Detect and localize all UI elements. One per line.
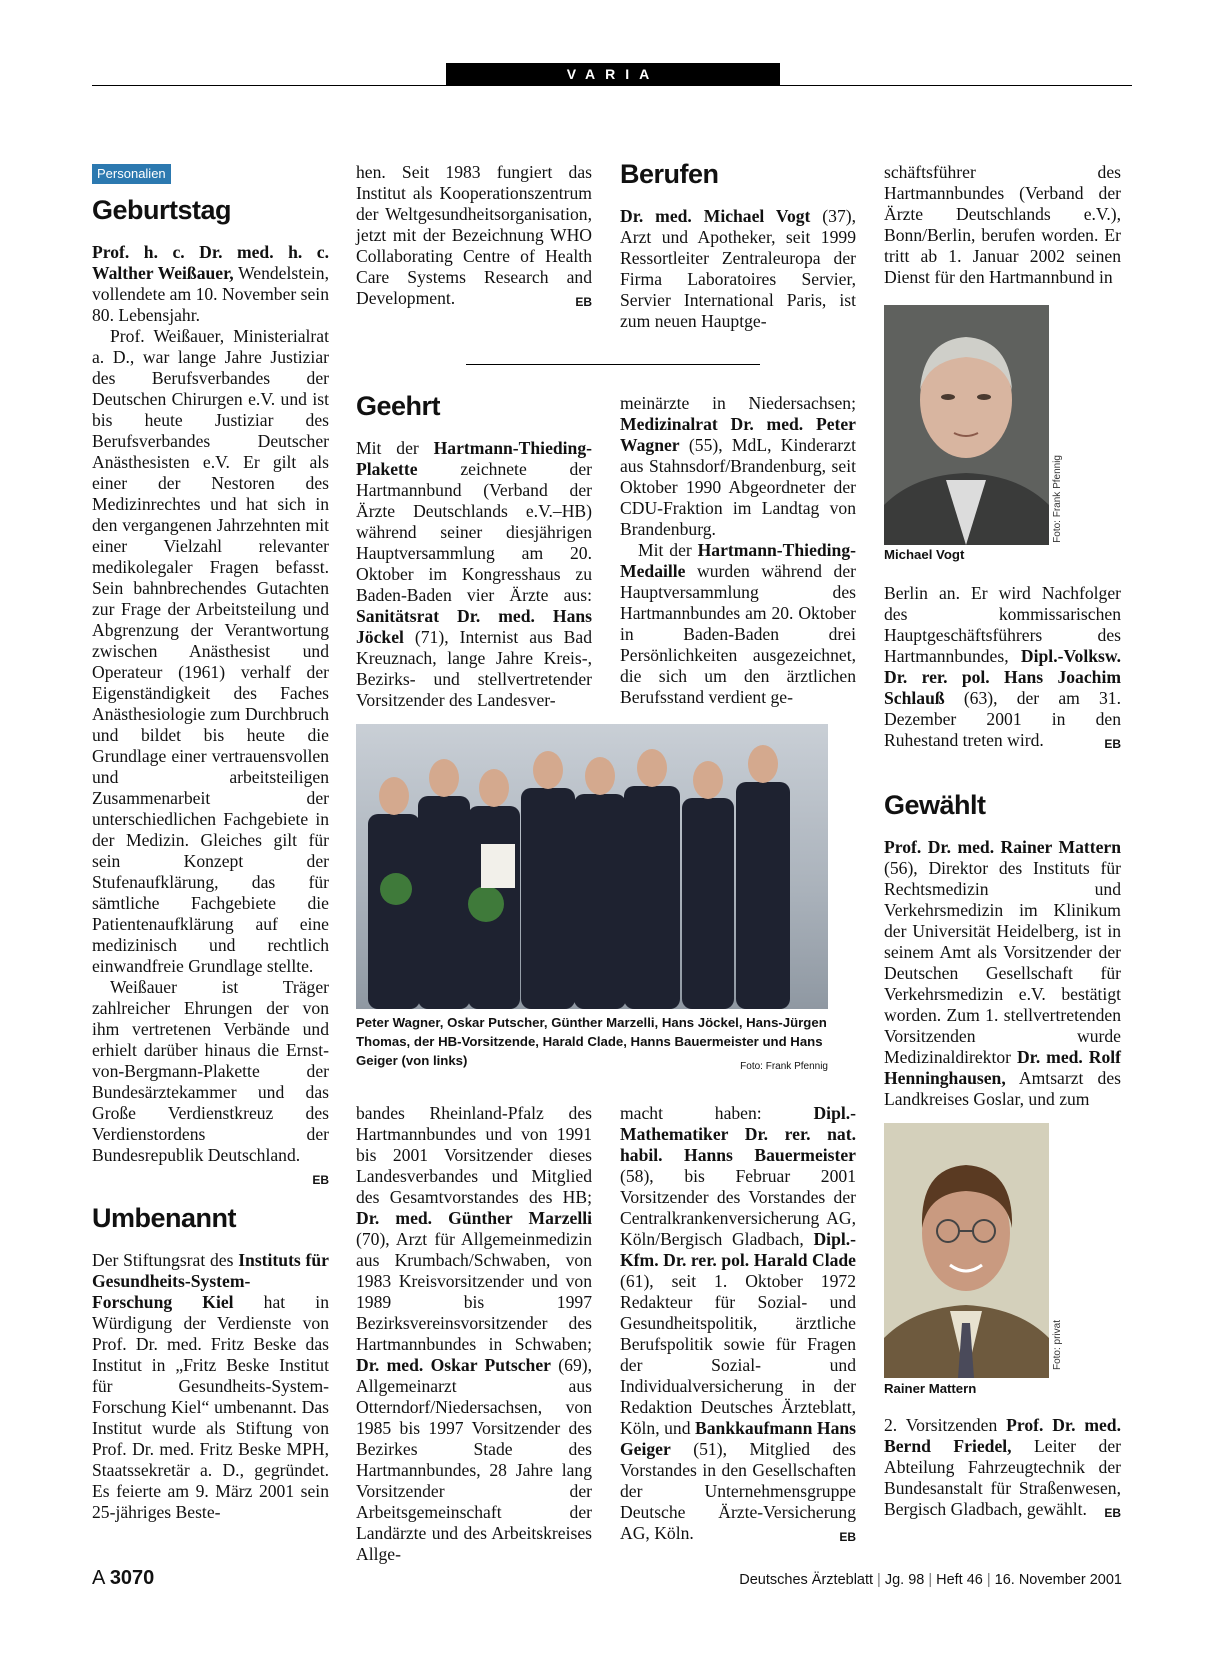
header-rule bbox=[92, 85, 1132, 86]
author-sig: EB bbox=[1104, 737, 1121, 751]
paragraph: Mit der Hartmann-Thieding-Medaille wurden während der Hauptversammlung des Hartmannbundes am 20. Oktober in Baden-Baden drei Persönlichkeiten ausgezeichnet, die sich um den ärztlichen Berufsstand verdient ge- bbox=[620, 540, 856, 707]
heading-geehrt: Geehrt bbox=[356, 391, 441, 421]
heading-berufen: Berufen bbox=[620, 159, 719, 189]
page-number: A 3070 bbox=[92, 1567, 155, 1589]
geehrt-column-b bbox=[620, 393, 856, 708]
paragraph: Prof. Weißauer, Ministerialrat a. D., war lange Jahre Justiziar des Berufsverbandes der Deutschen Chirurgen e.V. und ist bis heute Justiziar des Berufsverbandes Deutscher Anästhesisten e.V. Er gilt als einer der Nestoren des Medizinrechtes und hat sich in den vergangenen Jahrzehnten mit einer Vielzahl relevanter medikolegaler Fragen befasst. Sein bahnbrechendes Gutachten zur Frage der Arbeitsteilung und Abgrenzung der Verantwortung zwischen Anästhesist und Operateur (1961) verhalf der Eigenständigkeit des Faches Anästhesiologie zum Durchbruch und bildet bis heute die Grundlage einer vertrauensvollen und arbeitsteiligen Zusammenarbeit der unterschiedlichen Fachgebiete in der Medizin. Gleiches gilt für sein Konzept der Stufenaufklärung, das für sämtliche Fachgebiete die Patientenaufklärung auf eine medizinisch und rechtlich einwandfreie Grundlage stellte. bbox=[92, 326, 329, 976]
photo-caption: Rainer Mattern bbox=[884, 1381, 977, 1396]
paragraph: Weißauer ist Träger zahlreicher Ehrungen der von ihm vertretenen Verbände und erhielt darüber hinaus die Ernst-von-Bergmann-Plakette der Bundesärztekammer und das Große Verdienstkreuz des Verdienstordens der Bundesrepublik Deutschland. EB bbox=[92, 977, 329, 1166]
heading-geburtstag: Geburtstag bbox=[92, 195, 232, 225]
photo-credit: Foto: Frank Pfennig bbox=[740, 1061, 828, 1072]
footer-citation: Deutsches Ärzteblatt | Jg. 98 | Heft 46 | 16. November 2001 bbox=[739, 1572, 1122, 1588]
heading-umbenannt: Umbenannt bbox=[92, 1203, 236, 1233]
column-4-bottom bbox=[884, 1415, 1121, 1524]
column-2-top bbox=[356, 162, 592, 313]
paragraph: Der Stiftungsrat des Instituts für Gesundheits-System-Forschung Kiel hat in Würdigung der Verdienste von Prof. Dr. med. Fritz Beske das Institut in „Fritz Beske Institut für Gesundheits-System-Forschung Kiel“ umbenannt. Das Institut wurde als Stiftung von Prof. Dr. med. Fritz Beske MPH, Staatssekretär a. D., gegründet. Es feierte am 9. März 2001 sein 25-jähriges Beste- bbox=[92, 1250, 329, 1522]
paragraph: Dr. med. Michael Vogt (37), Arzt und Apotheker, seit 1999 Ressortleiter Zentraleuropa der Firma Laboratoires Servier, Servier International Paris, ist zum neuen Hauptge- bbox=[620, 206, 856, 331]
paragraph: Prof. Dr. med. Rainer Mattern (56), Direktor des Instituts für Rechtsmedizin und Verkehrsmedizin im Klinikum der Universität Heidelberg, ist in seinem Amt als Vorsitzender der Deutschen Gesellschaft für Verkehrsmedizin e.V. bestätigt worden. Zum 1. stellvertretenden Vorsitzenden wurde Medizinaldirektor Dr. med. Rolf Henninghausen, Amtsarzt des Landkreises Goslar, und zum bbox=[884, 837, 1121, 1109]
category-badge: Personalien bbox=[92, 164, 171, 184]
geehrt-column-d bbox=[620, 1103, 856, 1548]
paragraph: meinärzte in Niedersachsen; Medizinalrat Dr. med. Peter Wagner (55), MdL, Kinderarzt aus Stahnsdorf/Brandenburg, seit Oktober 1990 Abgeordneter der CDU-Fraktion im Landtag von Brandenburg. bbox=[620, 393, 856, 539]
geehrt-column-c bbox=[356, 1103, 592, 1565]
photo-credit: Foto: privat bbox=[1052, 1320, 1063, 1371]
author-sig: EB bbox=[312, 1173, 329, 1187]
paragraph: bandes Rheinland-Pfalz des Hartmannbundes und von 1991 bis 2001 Vorsitzender dieses Landesverbandes und Mitglied des Gesamtvorstandes des HB; Dr. med. Günther Marzelli (70), Arzt für Allgemeinmedizin aus Krumbach/Schwaben, von 1983 Kreisvorsitzender und von 1989 bis 1997 Bezirksvereinsvorsitzender des Hartmannbundes in Schwaben; Dr. med. Oskar Putscher (69), Allgemeinarzt aus Otterndorf/Niedersachsen, von 1985 bis 1997 Vorsitzender des Bezirkes Stade des Hartmannbundes, 28 Jahre lang Vorsitzender der Arbeitsgemeinschaft der Landärzte und des Arbeitskreises Allge- bbox=[356, 1103, 592, 1564]
column-4-top bbox=[884, 162, 1121, 288]
author-sig: EB bbox=[839, 1530, 856, 1544]
paragraph: schäftsführer des Hartmannbundes (Verband der Ärzte Deutschlands e.V.), Bonn/Berlin, berufen worden. Er tritt ab 1. Januar 2002 seinen Dienst für den Hartmannbund in bbox=[884, 162, 1121, 287]
group-photo-caption: Peter Wagner, Oskar Putscher, Günther Marzelli, Hans Jöckel, Hans-Jürgen Thomas, der HB-Vorsitzende, Harald Clade, Hanns Bauermeister und Hans Geiger (von links) Foto: Frank Pfennig bbox=[356, 1013, 828, 1076]
column-3-top bbox=[620, 158, 856, 332]
paragraph: Prof. h. c. Dr. med. h. c. Walther Weißauer, Wendelstein, vollendete am 10. November sein 80. Lebensjahr. bbox=[92, 242, 329, 325]
portrait-rainer-mattern bbox=[884, 1123, 1049, 1378]
group-photo bbox=[356, 724, 828, 1009]
paragraph: Berlin an. Er wird Nachfolger des kommissarischen Hauptgeschäftsführers des Hartmannbundes, Dipl.-Volksw. Dr. rer. pol. Hans Joachim Schlauß (63), der am 31. Dezember 2001 in den Ruhestand treten wird. EB bbox=[884, 583, 1121, 751]
photo-credit: Foto: Frank Pfennig bbox=[1052, 455, 1063, 543]
column-1 bbox=[92, 162, 329, 1523]
paragraph: Mit der Hartmann-Thieding-Plakette zeichnete der Hartmannbund (Verband der Ärzte Deutschlands e.V.–HB) während seiner diesjährigen Hauptversammlung am 20. Oktober im Kongresshaus zu Baden-Baden vier Ärzte aus: Sanitätsrat Dr. med. Hans Jöckel (71), Internist aus Bad Kreuznach, lange Jahre Kreis-, Bezirks- und stellvertretender Vorsitzender des Landesver- bbox=[356, 438, 592, 710]
paragraph: macht haben: Dipl.-Mathematiker Dr. rer. nat. habil. Hanns Bauermeister (58), bis Februar 2001 Vorsitzender des Vorstandes der Centralkrankenversicherung AG, Köln/Bergisch Gladbach, Dipl.-Kfm. Dr. rer. pol. Harald Clade (61), seit 1. Oktober 1972 Redakteur für Sozial- und Gesundheitspolitik, ärztliche Berufspolitik sowie für Fragen der Sozial- und Individualversicherung in der Redaktion Deutsches Ärzteblatt, Köln, und Bankkaufmann Hans Geiger (51), Mitglied des Vorstandes in den Gesellschaften der Unternehmensgruppe Deutsche Ärzte-Versicherung AG, Köln. EB bbox=[620, 1103, 856, 1544]
photo-caption: Michael Vogt bbox=[884, 547, 965, 562]
author-sig: EB bbox=[1104, 1506, 1121, 1520]
heading-gewaehlt: Gewählt bbox=[884, 790, 986, 820]
author-sig: EB bbox=[575, 295, 592, 309]
paragraph: 2. Vorsitzenden Prof. Dr. med. Bernd Friedel, Leiter der Abteilung Fahrzeugtechnik der Bundesanstalt für Straßenwesen, Bergisch Gladbach, gewählt. EB bbox=[884, 1415, 1121, 1520]
paragraph: hen. Seit 1983 fungiert das Institut als Kooperationszentrum der Weltgesundheitsorganisation, jetzt mit der Bezeichnung WHO Collaborating Centre of Health Care Systems Research and Development. EB bbox=[356, 162, 592, 309]
portrait-michael-vogt bbox=[884, 305, 1049, 545]
section-label: VARIA bbox=[446, 63, 780, 85]
column-4-mid bbox=[884, 583, 1121, 1110]
section-divider bbox=[466, 364, 760, 365]
geehrt-column-a bbox=[356, 390, 592, 711]
